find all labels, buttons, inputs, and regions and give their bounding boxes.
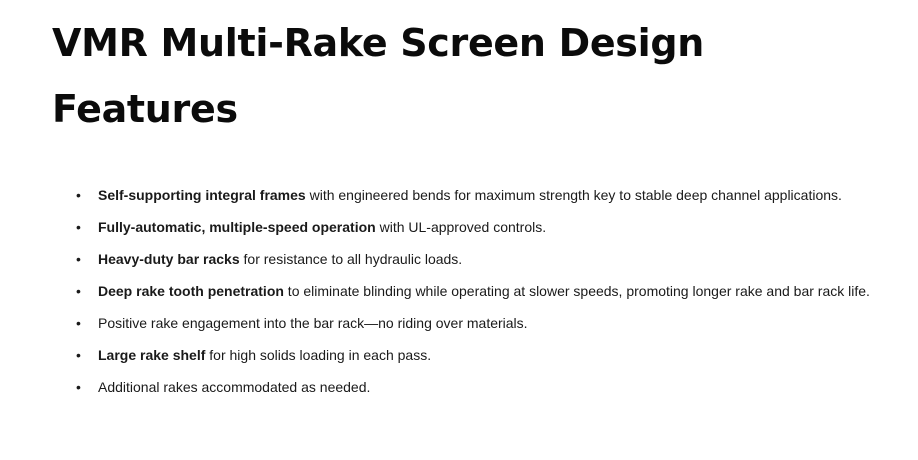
feature-highlight: Large rake shelf — [98, 347, 206, 363]
feature-highlight: Deep rake tooth penetration — [98, 283, 284, 299]
feature-item — [76, 249, 876, 270]
feature-highlight: Heavy-duty bar racks — [98, 251, 240, 267]
page-title: VMR Multi-Rake Screen Design Features — [52, 21, 704, 131]
feature-text: for resistance to all hydraulic loads. — [239, 251, 463, 267]
feature-list — [76, 185, 876, 409]
feature-item — [76, 377, 876, 398]
bullet-icon: • — [76, 347, 81, 363]
feature-text: to eliminate blinding while operating at slower speeds, promoting longer rake and bar rack life. — [283, 283, 870, 299]
feature-highlight: Fully-automatic, multiple-speed operation — [98, 219, 376, 235]
feature-item — [76, 281, 876, 302]
feature-item — [76, 185, 876, 206]
bullet-icon: • — [76, 379, 81, 395]
bullet-icon: • — [76, 283, 81, 299]
bullet-icon: • — [76, 219, 81, 235]
feature-text: Additional rakes accommodated as needed. — [98, 379, 371, 395]
feature-item — [76, 345, 876, 366]
feature-item — [76, 313, 876, 334]
feature-item — [76, 217, 876, 238]
feature-text: with UL-approved controls. — [375, 219, 547, 235]
bullet-icon: • — [76, 315, 81, 331]
feature-highlight: Self-supporting integral frames — [98, 187, 306, 203]
bullet-icon: • — [76, 251, 81, 267]
bullet-icon: • — [76, 187, 81, 203]
feature-text: with engineered bends for maximum strength key to stable deep channel applications. — [305, 187, 842, 203]
feature-text: for high solids loading in each pass. — [205, 347, 432, 363]
feature-text: Positive rake engagement into the bar rack—no riding over materials. — [98, 315, 528, 331]
